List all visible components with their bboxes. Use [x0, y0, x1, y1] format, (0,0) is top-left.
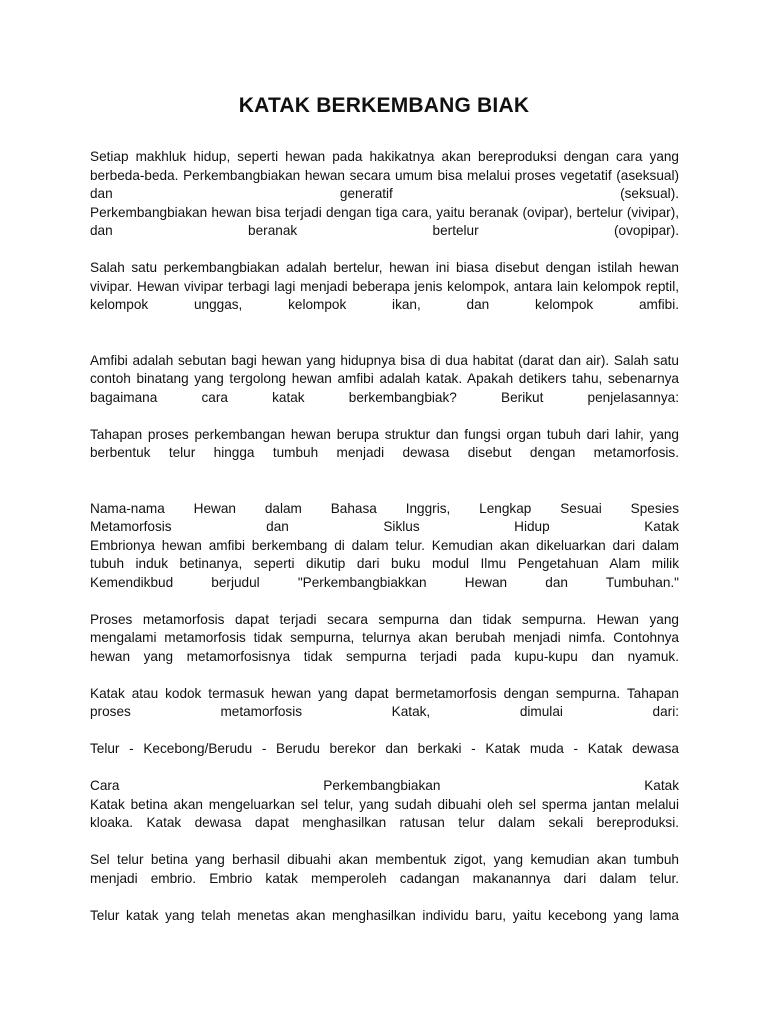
- paragraph-kecebong: [90, 907, 679, 926]
- paragraph-zigot: [90, 851, 679, 888]
- text-line: Proses metamorfosis dapat terjadi secara sempurna dan tidak sempurna. Hewan yang: [90, 611, 679, 627]
- text-line: menjadi embrio. Embrio katak memperoleh cadangan makanannya dari dalam telur.: [90, 870, 679, 886]
- text-line: berbeda-beda. Perkembangbiakan hewan secara umum bisa melalui proses vegetatif (aseksual): [90, 167, 679, 183]
- text-line: kelompok unggas, kelompok ikan, dan kelompok amfibi.: [90, 297, 679, 312]
- text-line: Telur katak yang telah menetas akan menghasilkan individu baru, yaitu kecebong yang lama: [90, 907, 679, 923]
- paragraph-siklus-hidup: [90, 500, 679, 593]
- text-line: Embrionya hewan amfibi berkembang di dalam telur. Kemudian akan dikeluarkan dari dalam: [90, 537, 679, 553]
- text-line: Tahapan proses perkembangan hewan berupa struktur dan fungsi organ tubuh dari lahir, yang: [90, 426, 679, 442]
- text-line: Katak betina akan mengeluarkan sel telur, yang sudah dibuahi oleh sel sperma jantan melalui: [90, 796, 679, 812]
- text-line: Perkembangbiakan hewan bisa terjadi dengan tiga cara, yaitu beranak (ovipar), bertelur (vivipar),: [90, 204, 679, 220]
- text-line: Telur - Kecebong/Berudu - Berudu berekor dan berkaki - Katak muda - Katak dewasa: [90, 741, 679, 756]
- text-line: mengalami metamorfosis tidak sempurna, telurnya akan berubah menjadi nimfa. Contohnya: [90, 630, 679, 645]
- text-line: Salah satu perkembangbiakan adalah bertelur, hewan ini biasa disebut dengan istilah hewan: [90, 260, 679, 275]
- paragraph-katak-metamorfosis: [90, 685, 679, 722]
- text-line: proses metamorfosis Katak, dimulai dari:: [90, 704, 679, 719]
- text-line: berbentuk telur hingga tumbuh menjadi dewasa disebut dengan metamorfosis.: [90, 445, 679, 460]
- paragraph-amfibi: [90, 352, 679, 408]
- text-line: Amfibi adalah sebutan bagi hewan yang hidupnya bisa di dua habitat (darat dan air). Salah satu: [90, 352, 679, 368]
- text-line: dan beranak bertelur (ovopipar).: [90, 223, 679, 238]
- text-line: kloaka. Katak dewasa dapat menghasilkan ratusan telur dalam sekali bereproduksi.: [90, 815, 679, 830]
- text-line: contoh binatang yang tergolong hewan amfibi adalah katak. Apakah detikers tahu, sebenarnya: [90, 371, 679, 386]
- text-line: dan generatif (seksual).: [90, 186, 679, 201]
- text-line: Kemendikbud berjudul "Perkembangbiakkan Hewan dan Tumbuhan.": [90, 574, 679, 590]
- document-title: KATAK BERKEMBANG BIAK: [238, 94, 530, 117]
- text-line: Setiap makhluk hidup, seperti hewan pada hakikatnya akan bereproduksi dengan cara yang: [90, 149, 679, 164]
- paragraph-vivipar: [90, 259, 679, 315]
- section-heading-line: Metamorfosis dan Siklus Hidup Katak: [90, 519, 679, 534]
- paragraph-cara-perkembangbiakan: [90, 777, 679, 833]
- paragraph-reproduction-intro: [90, 148, 679, 241]
- text-line: hewan yang metamorfosisnya tidak sempurna terjadi pada kupu-kupu dan nyamuk.: [90, 648, 679, 664]
- text-line: Sel telur betina yang berhasil dibuahi akan membentuk zigot, yang kemudian akan tumbuh: [90, 852, 679, 867]
- text-line: bagaimana cara katak berkembangbiak? Berikut penjelasannya:: [90, 389, 679, 405]
- paragraph-metamorfosis-types: [90, 611, 679, 667]
- paragraph-stages: [90, 740, 679, 759]
- document-body: [90, 148, 679, 925]
- text-line: Katak atau kodok termasuk hewan yang dapat bermetamorfosis dengan sempurna. Tahapan: [90, 685, 679, 701]
- paragraph-metamorfosis-definition: [90, 426, 679, 463]
- related-link-line: Nama-nama Hewan dalam Bahasa Inggris, Lengkap Sesuai Spesies: [90, 500, 679, 516]
- text-line: vivipar. Hewan vivipar terbagi lagi menjadi beberapa jenis kelompok, antara lain kelompok reptil,: [90, 278, 679, 294]
- section-heading-line: Cara Perkembangbiakan Katak: [90, 778, 679, 793]
- text-line: tubuh induk betinanya, seperti dikutip dari buku modul Ilmu Pengetahuan Alam milik: [90, 556, 679, 571]
